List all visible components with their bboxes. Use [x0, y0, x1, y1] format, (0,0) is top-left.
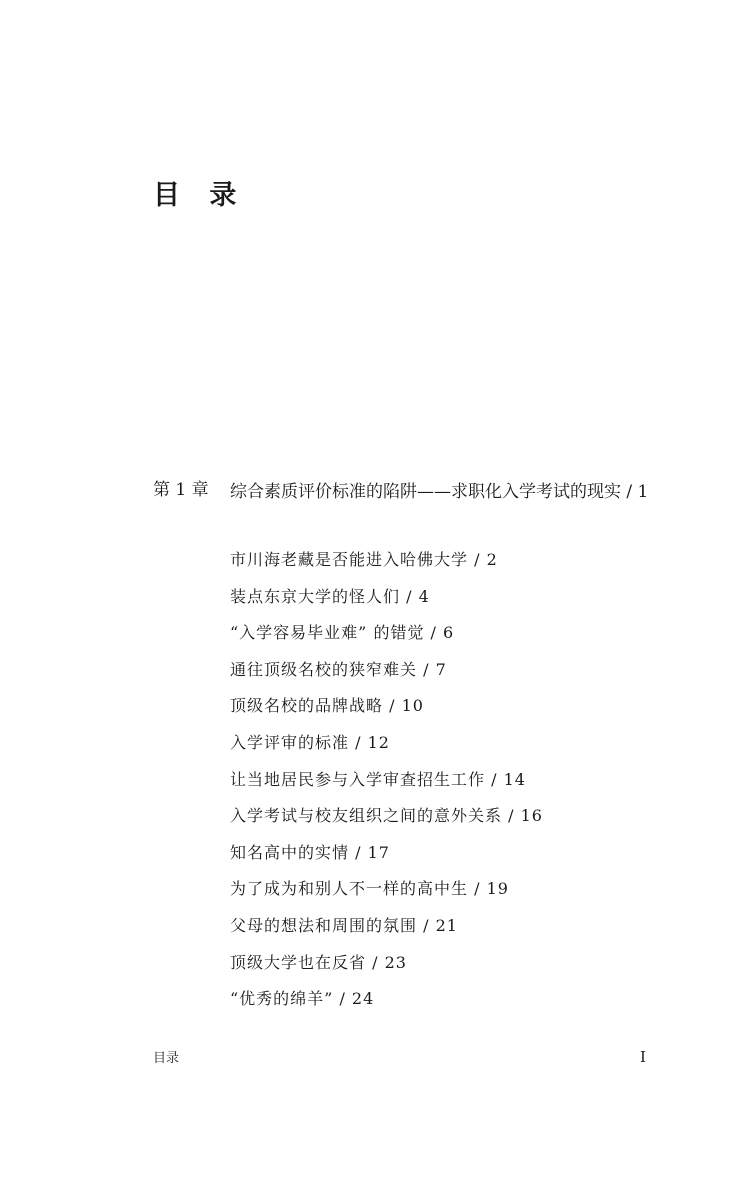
footer-section-name: 目录 — [153, 1051, 180, 1066]
toc-entry[interactable]: 知名高中的实情 / 17 — [230, 842, 390, 862]
toc-entry[interactable]: 让当地居民参与入学审查招生工作 / 14 — [230, 769, 526, 789]
toc-entry[interactable]: 为了成为和别人不一样的高中生 / 19 — [230, 879, 509, 899]
toc-entry[interactable]: “优秀的绵羊” / 24 — [230, 989, 375, 1009]
page-title: 目 录 — [153, 180, 247, 211]
toc-entry[interactable]: 父母的想法和周围的氛围 / 21 — [230, 915, 458, 935]
footer-page-number: I — [640, 1048, 646, 1066]
toc-entry[interactable]: 入学考试与校友组织之间的意外关系 / 16 — [230, 806, 543, 826]
toc-entry[interactable]: “入学容易毕业难” 的错觉 / 6 — [230, 623, 455, 643]
toc-entry[interactable]: 装点东京大学的怪人们 / 4 — [230, 586, 430, 606]
toc-section-list — [230, 544, 543, 1020]
chapter-label: 第 1 章 — [153, 480, 209, 500]
toc-entry[interactable]: 顶级名校的品牌战略 / 10 — [230, 696, 424, 716]
toc-entry[interactable]: 市川海老藏是否能进入哈佛大学 / 2 — [230, 550, 498, 569]
chapter-title: 综合素质评价标准的陷阱——求职化入学考试的现实 / 1 — [230, 482, 649, 502]
toc-entry[interactable]: 入学评审的标准 / 12 — [230, 732, 390, 752]
toc-entry[interactable]: 通往顶级名校的狭窄难关 / 7 — [230, 659, 447, 679]
toc-entry[interactable]: 顶级大学也在反省 / 23 — [230, 952, 407, 972]
